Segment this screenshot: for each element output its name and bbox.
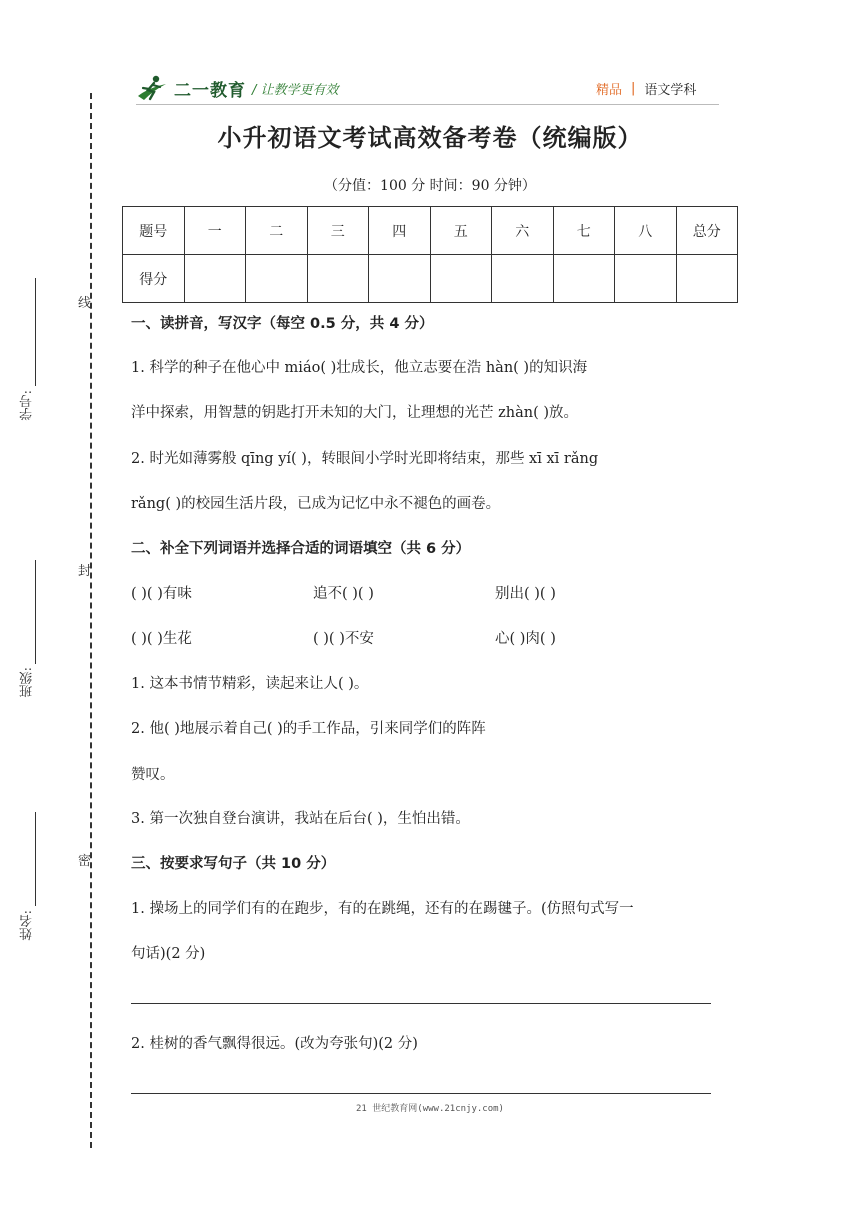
table-cell: 七	[553, 207, 615, 255]
score-input-cell[interactable]	[615, 255, 677, 303]
table-cell: 题号	[123, 207, 185, 255]
runner-logo-icon	[136, 74, 168, 102]
s1-q2-line1: 2. 时光如薄雾般 qīng yí( )，转眼间小学时光即将结束，那些 xī xī rǎng	[131, 451, 599, 467]
table-row	[123, 207, 738, 255]
s2-q3: 3. 第一次独自登台演讲，我站在后台( )，生怕出错。	[131, 811, 470, 827]
binding-dashed-line	[90, 93, 92, 1148]
score-input-cell[interactable]	[369, 255, 431, 303]
idiom-5: ( )( )不安	[313, 631, 374, 647]
tag-separator: |	[631, 81, 636, 96]
slogan: / 让教学更有效	[252, 83, 339, 98]
s3-q1-line2: 句话)(2 分)	[131, 946, 206, 962]
s3-q2: 2. 桂树的香气飘得很远。(改为夸张句)(2 分)	[131, 1036, 418, 1052]
score-input-cell[interactable]	[307, 255, 369, 303]
score-input-cell[interactable]	[492, 255, 554, 303]
logo-text: 二一教育	[174, 80, 246, 101]
idiom-6: 心( )肉( )	[495, 631, 556, 647]
logo	[136, 74, 246, 102]
answer-line-1[interactable]	[131, 1003, 711, 1004]
tag-premium: 精品	[596, 83, 623, 98]
s1-q1-line2: 洋中探索，用智慧的钥匙打开未知的大门，让理想的光芒 zhàn( )放。	[131, 405, 578, 421]
binding-char-feng: 封	[78, 564, 92, 579]
footer-source: 21 世纪教育网(www.21cnjy.com)	[356, 1104, 504, 1114]
table-cell: 总分	[676, 207, 738, 255]
binding-char-xian: 线	[78, 296, 92, 311]
student-id-label: 学号:	[20, 390, 35, 421]
section-2-heading: 二、补全下列词语并选择合适的词语填空（共 6 分）	[131, 541, 471, 557]
answer-line-2[interactable]	[131, 1093, 711, 1094]
s2-q1: 1. 这本书情节精彩，读起来让人( )。	[131, 676, 369, 692]
student-id-blank[interactable]	[35, 278, 36, 386]
binding-char-mi: 密	[78, 854, 92, 869]
table-cell: 五	[430, 207, 492, 255]
table-cell: 得分	[123, 255, 185, 303]
header-divider	[136, 104, 719, 105]
table-cell: 四	[369, 207, 431, 255]
idiom-4: ( )( )生花	[131, 631, 192, 647]
table-cell: 二	[246, 207, 308, 255]
score-input-cell[interactable]	[553, 255, 615, 303]
score-table	[122, 206, 738, 303]
s1-q1-line1: 1. 科学的种子在他心中 miáo( )壮成长，他立志要在浩 hàn( )的知识海	[131, 360, 588, 376]
score-input-cell[interactable]	[430, 255, 492, 303]
table-cell: 三	[307, 207, 369, 255]
s2-q2-line1: 2. 他( )地展示着自己( )的手工作品，引来同学们的阵阵	[131, 721, 486, 737]
subject-tag	[596, 79, 696, 98]
score-input-cell[interactable]	[246, 255, 308, 303]
score-input-cell[interactable]	[676, 255, 738, 303]
table-cell: 一	[184, 207, 246, 255]
name-label: 姓名:	[20, 910, 35, 941]
s1-q2-line2: rǎng( )的校园生活片段，已成为记忆中永不褪色的画卷。	[131, 496, 501, 512]
table-row	[123, 255, 738, 303]
exam-info: （分值：100 分 时间：90 分钟）	[324, 178, 536, 194]
table-cell: 八	[615, 207, 677, 255]
idiom-2: 追不( )( )	[313, 586, 374, 602]
page-title: 小升初语文考试高效备考卷（统编版）	[217, 124, 643, 152]
class-blank[interactable]	[35, 560, 36, 664]
section-1-heading: 一、读拼音，写汉字（每空 0.5 分，共 4 分）	[131, 316, 434, 332]
s3-q1-line1: 1. 操场上的同学们有的在跑步，有的在跳绳，还有的在踢毽子。(仿照句式写一	[131, 901, 634, 917]
s2-q2-line2: 赞叹。	[131, 767, 175, 783]
idiom-3: 别出( )( )	[495, 586, 556, 602]
score-input-cell[interactable]	[184, 255, 246, 303]
name-blank[interactable]	[35, 812, 36, 906]
section-3-heading: 三、按要求写句子（共 10 分）	[131, 856, 336, 872]
tag-subject: 语文学科	[644, 83, 697, 98]
class-label: 班级:	[20, 667, 35, 698]
table-cell: 六	[492, 207, 554, 255]
idiom-1: ( )( )有味	[131, 586, 192, 602]
